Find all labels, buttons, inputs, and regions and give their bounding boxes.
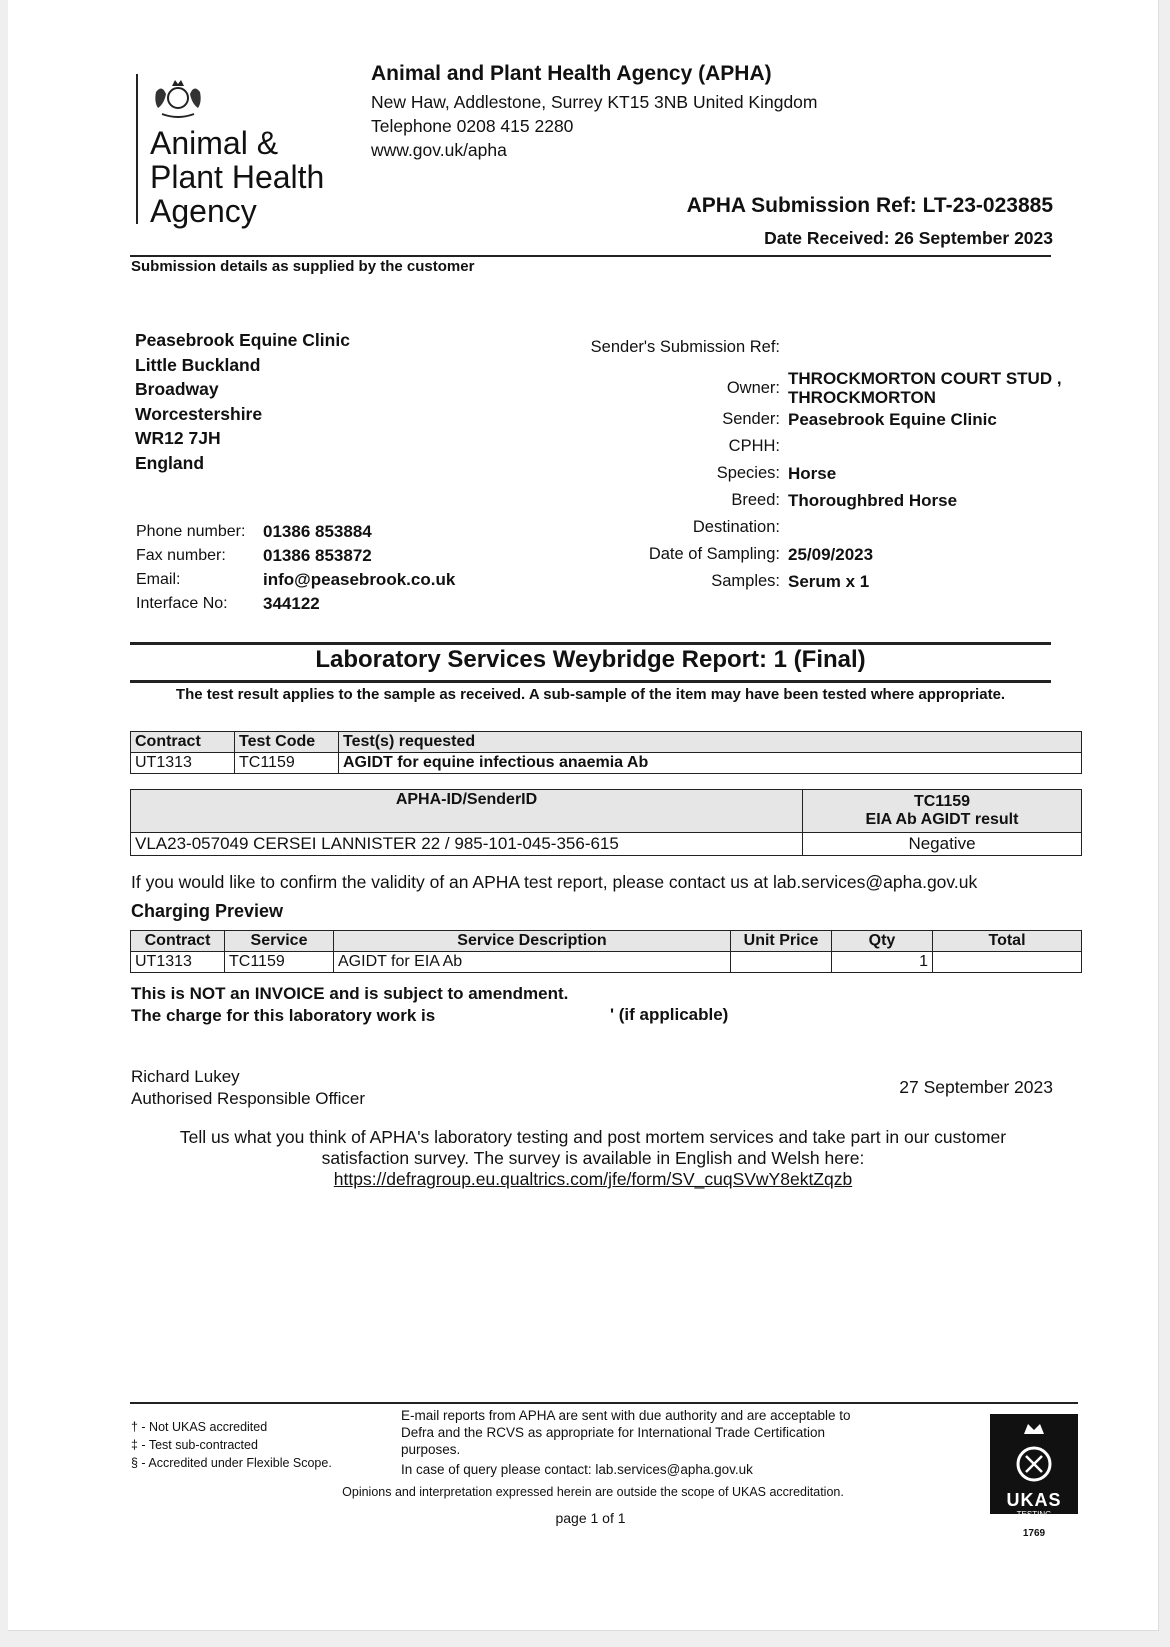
table-header-row: [131, 931, 1082, 952]
contact-label: Email:: [136, 571, 181, 588]
cell-result: Negative: [803, 833, 1082, 856]
signatory-name: Richard Lukey: [131, 1067, 240, 1086]
cell-test-requested: AGIDT for equine infectious anaemia Ab: [339, 753, 1082, 774]
contact-email: [136, 568, 455, 592]
table-row: [131, 952, 1082, 973]
contact-label: Fax number:: [136, 547, 226, 564]
ukas-sub: TESTING: [1016, 1510, 1052, 1519]
table-row: [131, 753, 1082, 774]
cell-test-code: TC1159: [235, 753, 339, 774]
email-note: E-mail reports from APHA are sent with due authority and are acceptable to Defra and the RCVS as appropriate for International Trade Certification purposes.: [401, 1408, 851, 1457]
contact-label: Interface No:: [136, 595, 228, 612]
report-top-divider: [130, 642, 1051, 645]
detail-label: Breed:: [731, 491, 780, 509]
submission-details: [568, 338, 1088, 599]
detail-value: 25/09/2023: [788, 545, 874, 564]
cell-total: [933, 952, 1082, 973]
detail-row: [568, 545, 1088, 572]
opinions-note: Opinions and interpretation expressed herein are outside the scope of UKAS accreditation.: [342, 1485, 844, 1499]
detail-label: Samples:: [711, 572, 780, 590]
contact-value: 01386 853884: [263, 522, 372, 541]
validity-note: If you would like to confirm the validity of an APHA test report, please contact us at lab.services@apha.gov.uk: [131, 872, 978, 892]
charging-preview-title: Charging Preview: [131, 901, 284, 921]
cell-contract: UT1313: [131, 952, 225, 973]
query-note: In case of query please contact: lab.services@apha.gov.uk: [401, 1462, 753, 1477]
date-received: Date Received: 26 September 2023: [764, 228, 1053, 248]
organisation-name: Animal and Plant Health Agency (APHA): [371, 62, 772, 85]
ukas-number: 1769: [1022, 1528, 1046, 1539]
charge-line: The charge for this laboratory work is: [131, 1006, 436, 1025]
ukas-name: UKAS: [1006, 1490, 1062, 1510]
detail-label: Date of Sampling:: [648, 545, 780, 563]
header-divider: [130, 255, 1051, 257]
table-header-row: [131, 790, 1082, 833]
column-header: Test(s) requested: [339, 732, 1082, 753]
tests-requested-table: [130, 731, 1082, 774]
royal-crest-icon: [148, 72, 208, 122]
logo-line: Agency: [150, 193, 257, 229]
test-code-label: TC1159: [913, 793, 971, 810]
contact-value: 01386 853872: [263, 546, 372, 565]
detail-row: [568, 366, 1088, 410]
cell-description: AGIDT for EIA Ab: [334, 952, 731, 973]
submission-caption: Submission details as supplied by the customer: [131, 258, 475, 275]
signature-date: 27 September 2023: [899, 1077, 1053, 1097]
column-header: Service: [225, 931, 334, 952]
detail-row: [568, 464, 1088, 491]
detail-label: Owner:: [726, 378, 780, 397]
column-header: Test Code: [235, 732, 339, 753]
if-applicable-text: ' (if applicable): [610, 1005, 729, 1024]
column-header: Total: [933, 931, 1082, 952]
detail-label: Sender:: [722, 410, 780, 428]
detail-value: THROCKMORTON COURT STUD , THROCKMORTON: [788, 369, 1062, 407]
charging-table: [130, 930, 1082, 973]
survey-invitation: [138, 1127, 1048, 1190]
detail-label: Destination:: [692, 518, 780, 536]
ukas-crown-icon: [1014, 1420, 1054, 1488]
contact-interface: [136, 592, 455, 616]
page-number: page 1 of 1: [555, 1510, 626, 1526]
detail-value: Serum x 1: [788, 572, 870, 591]
cell-service: TC1159: [225, 952, 334, 973]
address-line: Broadway: [135, 379, 219, 399]
report-title: Laboratory Services Weybridge Report: 1 (Final): [315, 646, 866, 673]
legend-item: § - Accredited under Flexible Scope.: [131, 1456, 332, 1470]
contact-phone: [136, 520, 455, 544]
address-line: Peasebrook Equine Clinic: [135, 330, 350, 350]
signatory: [131, 1066, 365, 1110]
detail-row: [568, 338, 1088, 366]
customer-contact: [136, 520, 455, 616]
detail-row: [568, 410, 1088, 437]
detail-row: [568, 572, 1088, 599]
cell-unit-price: [731, 952, 832, 973]
address-line: WR12 7JH: [135, 428, 221, 448]
ukas-badge: [990, 1414, 1078, 1519]
detail-value: Thoroughbred Horse: [788, 491, 958, 510]
column-header: Contract: [131, 931, 225, 952]
detail-row: [568, 437, 1088, 464]
organisation-website[interactable]: www.gov.uk/apha: [371, 140, 507, 160]
column-header: Qty: [832, 931, 933, 952]
invoice-notice: [131, 983, 568, 1027]
address-line: Little Buckland: [135, 354, 261, 375]
report-page: [8, 0, 1159, 1631]
column-header: Service Description: [334, 931, 731, 952]
detail-row: [568, 491, 1088, 518]
detail-value: Horse: [788, 464, 837, 483]
column-header: Contract: [131, 732, 235, 753]
submission-ref: APHA Submission Ref: LT-23-023885: [686, 194, 1053, 217]
report-bottom-divider: [130, 680, 1051, 683]
report-disclaimer: The test result applies to the sample as received. A sub-sample of the item may have been tested where appropriate.: [175, 686, 1006, 703]
survey-link[interactable]: https://defragroup.eu.qualtrics.com/jfe/form/SV_cuqSVwY8ektZqzb: [333, 1169, 853, 1189]
contact-label: Phone number:: [136, 523, 246, 540]
cell-sample-id: VLA23-057049 CERSEI LANNISTER 22 / 985-101-045-356-615: [131, 833, 803, 856]
footer-divider: [130, 1402, 1078, 1404]
customer-address: [135, 328, 350, 475]
contact-fax: [136, 544, 455, 568]
cell-contract: UT1313: [131, 753, 235, 774]
address-line: Worcestershire: [135, 403, 263, 424]
not-invoice-text: This is NOT an INVOICE and is subject to amendment.: [131, 984, 569, 1003]
detail-value: Peasebrook Equine Clinic: [788, 410, 997, 429]
cell-qty: 1: [832, 952, 933, 973]
column-header: APHA-ID/SenderID: [131, 790, 803, 833]
logo-line: Plant Health: [150, 159, 325, 195]
table-row: [131, 833, 1082, 856]
detail-label: Sender's Submission Ref:: [590, 338, 780, 356]
logo-line: Animal &: [150, 125, 279, 161]
contact-value: 344122: [263, 594, 320, 613]
address-line: England: [135, 452, 205, 473]
results-table: [130, 789, 1082, 856]
survey-text: Tell us what you think of APHA's laboratory testing and post mortem services and take part in our customer satisfaction survey. The survey is available in English and Welsh here:: [179, 1127, 1007, 1168]
contact-value[interactable]: info@peasebrook.co.uk: [263, 570, 456, 589]
column-header-test: [803, 790, 1082, 833]
detail-label: CPHH:: [728, 437, 780, 455]
test-name-label: EIA Ab AGIDT result: [865, 811, 1019, 828]
signatory-role: Authorised Responsible Officer: [131, 1089, 366, 1108]
accreditation-legend: [131, 1418, 332, 1472]
table-header-row: [131, 732, 1082, 753]
organisation-address: New Haw, Addlestone, Surrey KT15 3NB United Kingdom: [371, 92, 818, 112]
detail-row: [568, 518, 1088, 545]
detail-label: Species:: [716, 464, 780, 482]
agency-logo-text: [150, 126, 324, 228]
legend-item: ‡ - Test sub-contracted: [131, 1438, 258, 1452]
column-header: Unit Price: [731, 931, 832, 952]
footer-notes: [401, 1407, 881, 1478]
organisation-telephone: Telephone 0208 415 2280: [371, 116, 574, 136]
logo-divider: [136, 74, 138, 224]
legend-item: † - Not UKAS accredited: [131, 1420, 268, 1434]
